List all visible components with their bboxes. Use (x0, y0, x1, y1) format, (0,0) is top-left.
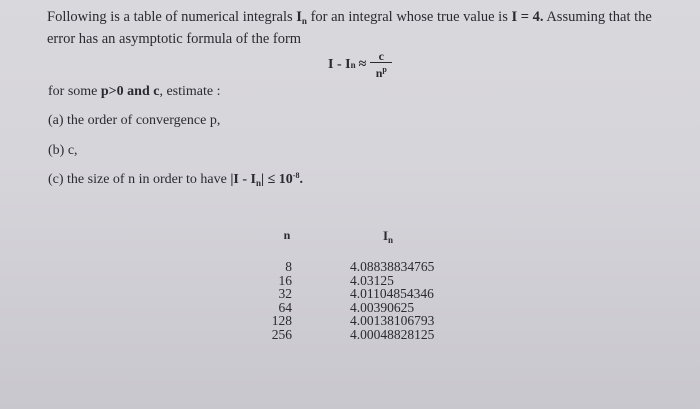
table-cell-n: 128 (271, 313, 292, 328)
formula-numerator: c (378, 49, 384, 63)
intro-line-2: error has an asymptotic formula of the form (47, 31, 302, 47)
table-cell-In: 4.00138106793 (350, 313, 435, 328)
true-value: I = 4. (511, 9, 544, 25)
intro-text-part: Assuming that the (543, 9, 652, 25)
question-c (48, 171, 303, 188)
question-text-part: for some (48, 84, 101, 99)
p-condition: p>0 (100, 84, 124, 99)
intro-text-part: Following is a table of numerical integrals (47, 9, 297, 25)
abs-error-expr: |I - I (230, 172, 256, 187)
table-cell-n: 8 (285, 259, 292, 274)
c-symbol: c (153, 84, 160, 99)
question-b: (b) c, (48, 143, 78, 158)
table-cell-In: 4.03125 (350, 272, 394, 288)
question-intro (48, 84, 221, 100)
question-text-part: (c) the size of n in order to have (48, 172, 231, 187)
question-and: and (123, 84, 154, 99)
intro-text-part: for an integral whose true value is (306, 9, 512, 25)
intro-line-1 (47, 8, 652, 30)
denominator-exponent: p (382, 65, 387, 74)
formula-eq: ≈ (358, 57, 367, 72)
table-cell-n: 256 (271, 326, 292, 342)
table-cell-In: 4.08838834765 (350, 259, 435, 274)
integral-subscript: n (301, 16, 307, 26)
In-column (350, 260, 434, 341)
formula-denominator (376, 63, 387, 80)
question-end: . (299, 172, 303, 187)
header-I-subscript: n (388, 235, 394, 245)
integral-symbol: I (296, 9, 302, 25)
table-cell-In: 4.00048828125 (350, 326, 435, 342)
abs-error-bound: | ≤ 10 (261, 172, 293, 187)
table-cell-In: 4.01104854346 (350, 286, 434, 301)
formula-lhs-subscript: n (350, 60, 356, 70)
table-cell-n: 32 (278, 286, 292, 301)
table-header-In (378, 228, 398, 245)
table-cell-n: 16 (278, 272, 292, 288)
table-cell-In: 4.00390625 (350, 299, 415, 315)
table-header-n: n (283, 228, 291, 242)
abs-error-subscript: n (255, 178, 261, 188)
question-text-part: , estimate : (159, 84, 221, 99)
intro-text (47, 8, 652, 48)
formula-lhs: I - I (328, 57, 351, 72)
question-a: (a) the order of convergence p, (48, 113, 221, 128)
n-column (260, 260, 292, 341)
formula-fraction (370, 50, 392, 80)
denominator-base: n (375, 66, 383, 80)
header-I: I (382, 228, 389, 243)
table-cell-n: 64 (278, 299, 292, 315)
bound-exponent: -8 (292, 171, 300, 180)
error-formula (328, 50, 392, 80)
